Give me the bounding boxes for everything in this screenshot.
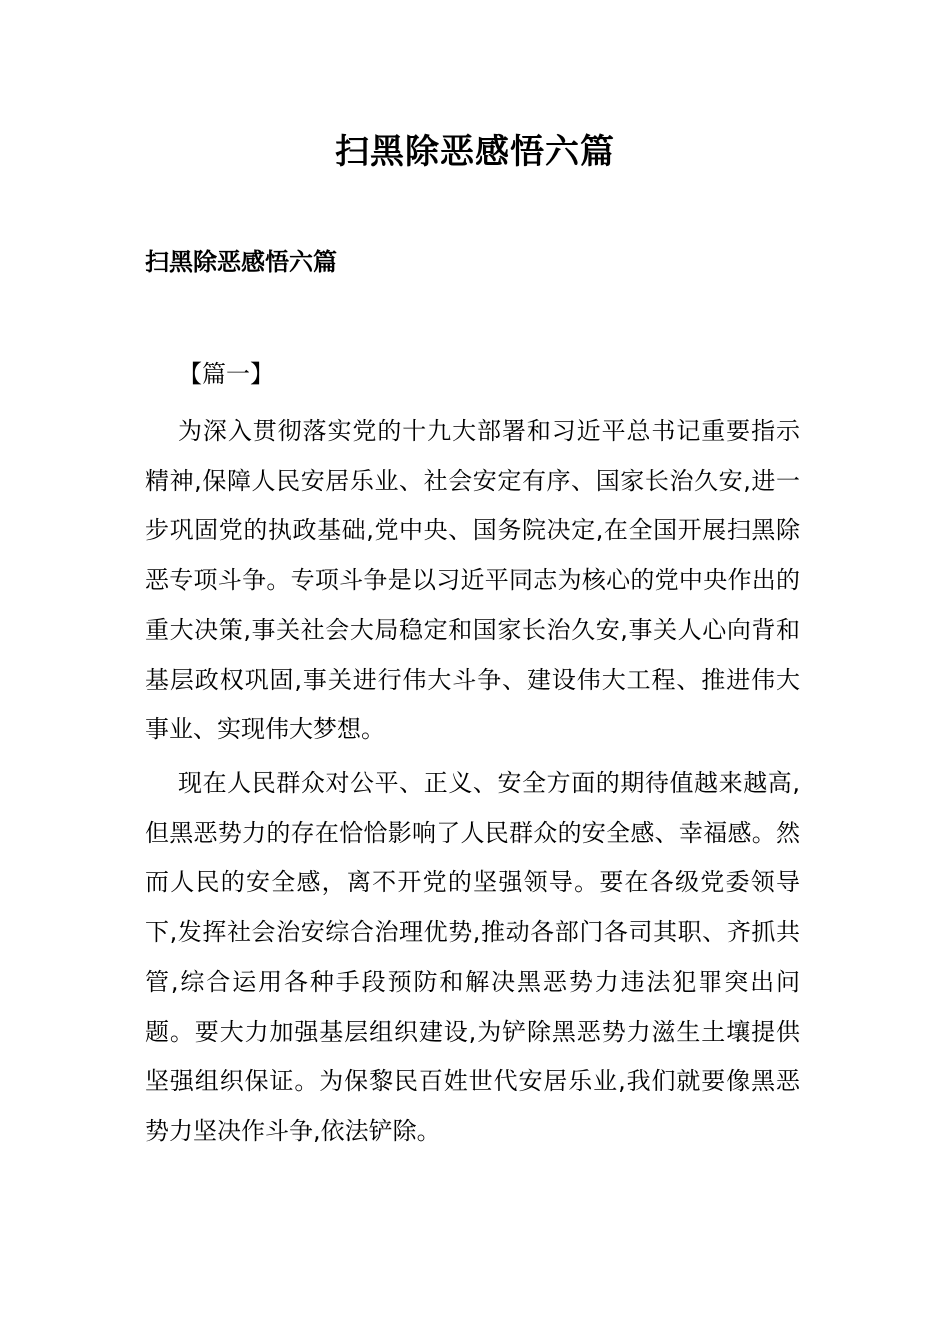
section-heading: 扫黑除恶感悟六篇	[145, 248, 337, 276]
body-paragraph: 现在人民群众对公平、正义、安全方面的期待值越来越高,但黑恶势力的存在恰恰影响了人民群众的安全感、幸福感。然而人民的安全感，离不开党的坚强领导。要在各级党委领导下,发挥社会治安综合治理优势,推动各部门各司其职、齐抓共管,综合运用各种手段预防和解决黑恶势力违法犯罪突出问题。要大力加强基层组织建设,为铲除黑恶势力滋生土壤提供坚强组织保证。为保黎民百姓世代安居乐业,我们就要像黑恶势力坚决作斗争,依法铲除。	[145, 769, 800, 1145]
document-title: 扫黑除恶感悟六篇	[335, 132, 615, 172]
body-paragraph: 为深入贯彻落实党的十九大部署和习近平总书记重要指示精神,保障人民安居乐业、社会安定有序、国家长治久安,进一步巩固党的执政基础,党中央、国务院决定,在全国开展扫黑除恶专项斗争。专项斗争是以习近平同志为核心的党中央作出的重大决策,事关社会大局稳定和国家长治久安,事关人心向背和基层政权巩固,事关进行伟大斗争、建设伟大工程、推进伟大事业、实现伟大梦想。	[145, 417, 800, 744]
part-label: 【篇一】	[178, 360, 274, 388]
